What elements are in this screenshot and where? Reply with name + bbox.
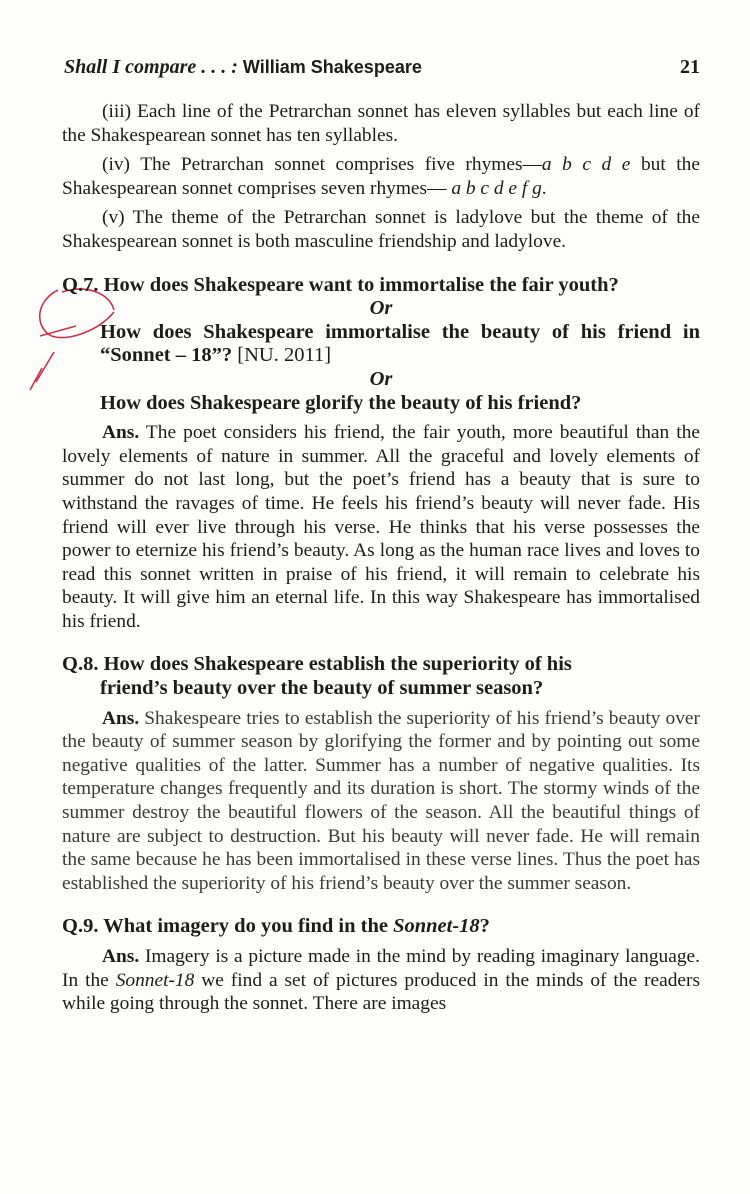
q7-or-1: Or bbox=[369, 297, 393, 320]
q9-question-text: What imagery do you find in the bbox=[103, 915, 394, 938]
q8-question-line2: friend’s beauty over the beauty of summer season? bbox=[100, 677, 544, 700]
q9-answer bbox=[62, 945, 700, 1016]
point-v bbox=[62, 206, 700, 253]
q7-answer-text: The poet considers his friend, the fair youth, more beautiful than the lovely elements of nature in summer. All the graceful and lovely elements of summer do not last long, but the poet’s friend has a beauty that is sure to withstand the ravages of time. He feels his friend’s beauty will never fade. His friend will ever live through his verse. He thinks that his verse possesses the power to eternize his friend’s beauty. As long as the human race lives and loves to read this sonnet written in praise of his friend, it will remain to celebrate his beauty. It will give him an eternal life. In this way Shakespeare has immortalised his friend. bbox=[62, 422, 700, 632]
q8-question bbox=[62, 653, 700, 677]
header-author: William Shakespeare bbox=[242, 57, 422, 77]
page-number: 21 bbox=[680, 56, 700, 78]
q7-number: Q.7. bbox=[62, 273, 99, 296]
point-iv-text-a: (iv) The Petrarchan sonnet comprises five rhymes— bbox=[102, 154, 542, 176]
point-v-text: (v) The theme of the Petrarchan sonnet is ladylove but the theme of the Shakespearean sonnet is both masculine friendship and ladylove. bbox=[62, 207, 700, 252]
q7-question bbox=[62, 274, 700, 298]
point-iv-rhyme-a: a b c d e bbox=[541, 154, 631, 176]
q7-alt-question-1 bbox=[62, 321, 700, 368]
q9-question bbox=[62, 915, 700, 939]
point-iii bbox=[62, 100, 700, 147]
running-header bbox=[64, 56, 700, 84]
header-title: Shall I compare . . . bbox=[64, 56, 227, 78]
q9-number: Q.9. bbox=[62, 915, 99, 938]
point-iv bbox=[62, 153, 700, 200]
q8-question-line1: How does Shakespeare establish the superiority of his bbox=[103, 653, 572, 676]
q8-number: Q.8. bbox=[62, 653, 99, 676]
q8-ans-label: Ans. bbox=[102, 707, 140, 729]
q9-answer-text-a: Imagery is a picture made in the mind by reading imaginary language. In the bbox=[62, 946, 700, 991]
q9-question-italic: Sonnet-18 bbox=[393, 915, 480, 938]
q9-answer-text-b: we find a set of pictures produced in the minds of the readers while going through the sonnet. There are images bbox=[62, 969, 701, 1015]
q7-answer bbox=[62, 421, 700, 633]
q9-answer-italic: Sonnet-18 bbox=[115, 969, 195, 991]
header-separator: : bbox=[226, 56, 243, 78]
q8-answer bbox=[62, 707, 700, 896]
q8-answer-text: Shakespeare tries to establish the superiority of his friend’s beauty over the beauty of summer season by glorifying the former and by pointing out some negative qualities of the latter. Summer has a number of negative qualities. Its temperature changes frequently and its duration is short. The stormy winds of the summer destroy the beautiful flowers of the season. All the beautiful things of nature are subject to destruction. But his beauty will never fade. He will remain the same because he has been immortalised in these verse lines. Thus the poet has established the superiority of his friend’s beauty over the summer season. bbox=[62, 707, 700, 894]
q7-question-text: How does Shakespeare want to immortalise the fair youth? bbox=[103, 273, 619, 296]
point-iv-text-b: but the Shakespearean sonnet comprises seven rhymes— bbox=[62, 154, 700, 199]
q9-question-end: ? bbox=[479, 915, 490, 938]
q7-ans-label: Ans. bbox=[102, 422, 140, 444]
point-iv-rhyme-b: a b c d e f g bbox=[451, 177, 542, 199]
q7-alt-question-2: How does Shakespeare glorify the beauty of his friend? bbox=[100, 391, 582, 414]
q7-alt1-reference: [NU. 2011] bbox=[232, 344, 332, 367]
page-body bbox=[62, 100, 700, 1016]
q7-or-2: Or bbox=[369, 367, 393, 390]
q9-ans-label: Ans. bbox=[102, 946, 140, 967]
point-iv-text-c: . bbox=[541, 177, 547, 199]
q7-alt1-text: How does Shakespeare immortalise the beauty of his friend in “Sonnet – 18”? bbox=[100, 320, 700, 367]
point-iii-text: (iii) Each line of the Petrarchan sonnet has eleven syllables but each line of the Shakespearean sonnet has ten syllables. bbox=[62, 101, 700, 146]
